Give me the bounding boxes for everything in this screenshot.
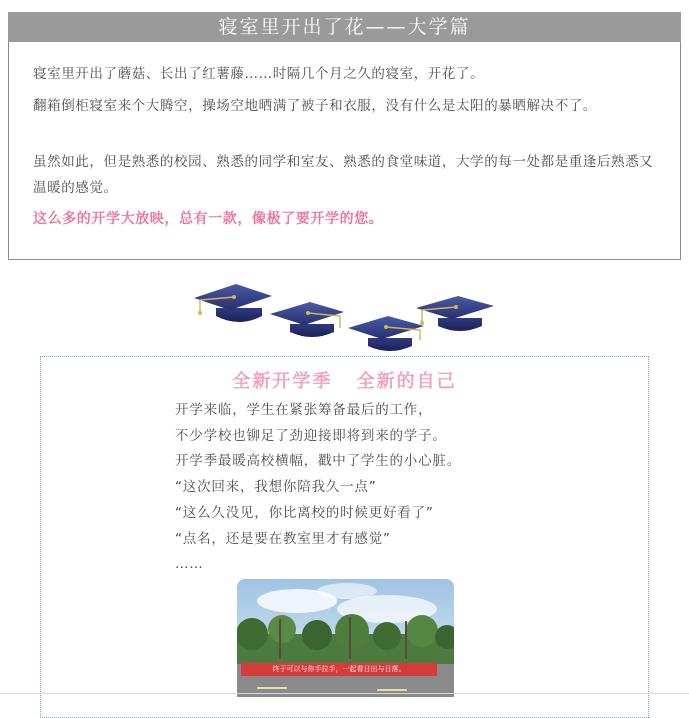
section-title-right: 全新的自己 — [356, 371, 457, 392]
graduation-cap-icon — [194, 284, 272, 322]
text-line: “点名，还是要在教室里才有感觉” — [175, 530, 391, 547]
graduation-caps-decoration — [188, 280, 508, 356]
text-line: 不少学校也铆足了劲迎接即将到来的学子。 — [175, 427, 447, 444]
section-text — [175, 398, 575, 578]
photo-banner: 终于可以与你手拉手，一起看日出与日落。 — [241, 663, 437, 676]
intro-highlight: 这么多的开学大放映，总有一款，像极了要开学的您。 — [33, 211, 384, 227]
text-line: “这么久没见，你比离校的时候更好看了” — [175, 504, 434, 521]
intro-box — [8, 42, 681, 260]
page-title: 寝室里开出了花——大学篇 — [8, 12, 681, 42]
section-title-left: 全新开学季 — [232, 371, 333, 392]
text-line: 开学来临，学生在紧张筹备最后的工作， — [175, 402, 433, 418]
graduation-cap-icon — [270, 302, 344, 337]
text-line: “这次回来，我想你陪我久一点” — [175, 479, 377, 496]
intro-paragraph: 虽然如此，但是熟悉的校园、熟悉的同学和室友、熟悉的食堂味道，大学的每一处都是重逢后熟悉又温暖的感觉。 — [33, 154, 654, 196]
new-season-section — [40, 356, 649, 718]
intro-paragraph: 翻箱倒柜寝室来个大腾空，操场空地晒满了被子和衣服，没有什么是太阳的暴晒解决不了。 — [33, 98, 597, 114]
text-line: 开学季最暖高校横幅，戳中了学生的小心脏。 — [175, 453, 461, 470]
graduation-cap-icon — [416, 296, 494, 331]
section-title — [41, 367, 648, 393]
graduation-cap-icon — [348, 316, 424, 351]
intro-paragraph: 寝室里开出了蘑菇、长出了红薯藤……时隔几个月之久的寝室，开花了。 — [33, 66, 485, 82]
text-line: …… — [175, 556, 204, 573]
divider — [0, 693, 689, 694]
campus-photo — [237, 579, 454, 697]
